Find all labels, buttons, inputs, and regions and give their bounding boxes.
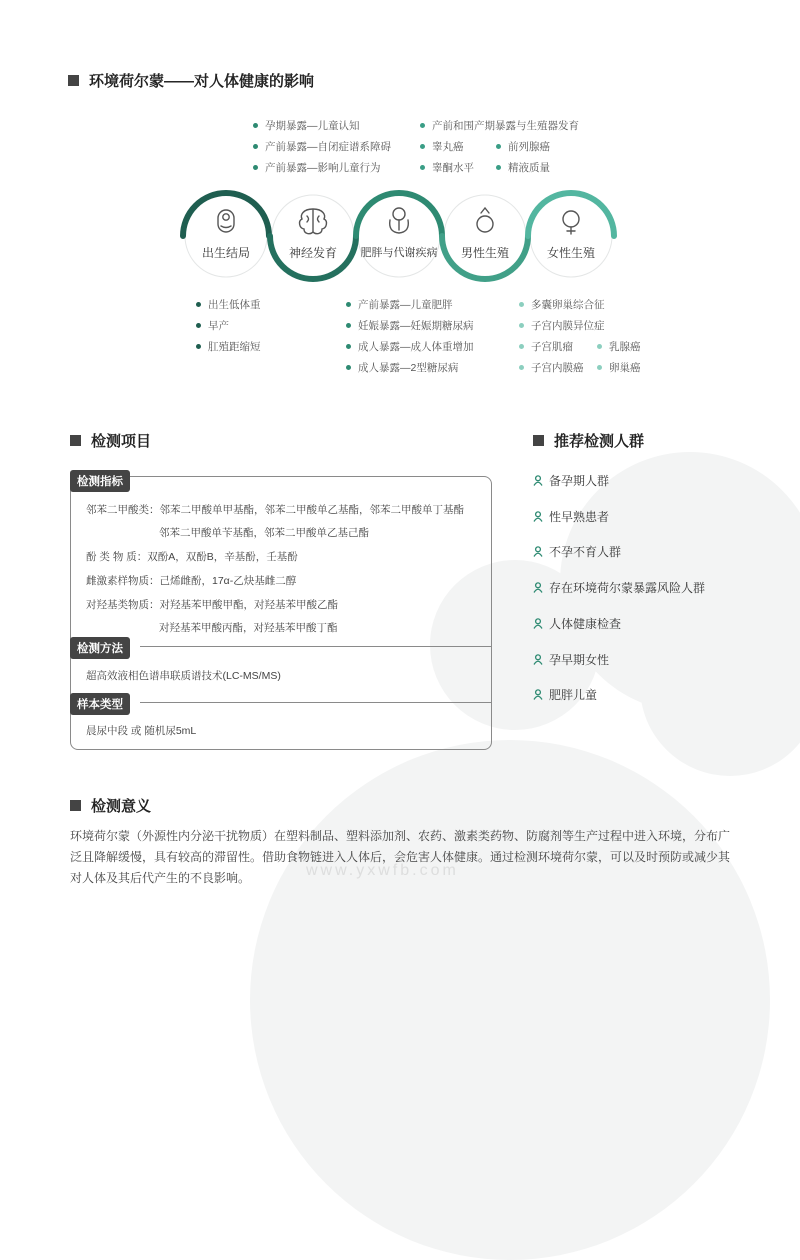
section-title-text: 检测项目 [91, 433, 152, 450]
recommended-item: 存在环境荷尔蒙暴露风险人群 [533, 579, 705, 596]
recommended-item: 不孕不育人群 [533, 543, 621, 560]
section-title-text: 环境荷尔蒙——对人体健康的影响 [89, 73, 315, 90]
detection-row: 对羟基类物质：对羟基苯甲酸甲酯，对羟基苯甲酸乙酯 [86, 599, 338, 611]
bullet-item: 出生低体重 [196, 297, 261, 312]
bullet-dot-icon [346, 365, 351, 370]
title-square-icon [70, 435, 81, 446]
bullet-item: 肛殖距缩短 [196, 339, 261, 354]
bullet-item: 产前暴露—自闭症谱系障碍 [253, 139, 391, 154]
watermark: www.yxwfb.com [306, 862, 459, 879]
section-title-text: 推荐检测人群 [554, 433, 645, 450]
bullet-item: 产前暴露—儿童肥胖 [346, 297, 453, 312]
bullet-item: 子宫内膜异位症 [519, 318, 605, 333]
bullet-dot-icon [597, 365, 602, 370]
bullet-item: 精液质量 [496, 160, 550, 175]
detection-box [70, 476, 492, 750]
tag-sample: 样本类型 [70, 693, 130, 715]
person-icon [533, 618, 543, 629]
bullet-dot-icon [519, 344, 524, 349]
bullet-dot-icon [519, 365, 524, 370]
divider [140, 646, 491, 647]
detection-sample: 晨尿中段 或 随机尿5mL [86, 725, 197, 737]
bullet-dot-icon [496, 144, 501, 149]
section-title-health-impact [68, 70, 314, 91]
recommended-item: 人体健康检查 [533, 615, 621, 632]
background-circle [250, 740, 770, 1260]
bullet-item: 孕期暴露—儿童认知 [253, 118, 360, 133]
bullet-item: 成人暴露—2型糖尿病 [346, 360, 458, 375]
bullet-item: 子宫内膜癌 [519, 360, 584, 375]
bullet-dot-icon [253, 165, 258, 170]
health-impact-chain [0, 180, 800, 300]
person-icon [533, 582, 543, 593]
bullet-dot-icon [597, 344, 602, 349]
person-icon [533, 654, 543, 665]
bullet-dot-icon [253, 144, 258, 149]
bullet-item: 前列腺癌 [496, 139, 550, 154]
detection-row: 邻苯二甲酸类：邻苯二甲酸单甲基酯，邻苯二甲酸单乙基酯，邻苯二甲酸单丁基酯 [86, 504, 464, 516]
detection-row: 对羟基苯甲酸丙酯，对羟基苯甲酸丁酯 [159, 622, 338, 634]
section-title-recommended [533, 430, 644, 451]
person-icon [533, 689, 543, 700]
background-circle [640, 596, 800, 776]
section-title-text: 检测意义 [91, 798, 152, 815]
node-label-male: 男性生殖 [460, 246, 509, 260]
bullet-dot-icon [346, 344, 351, 349]
bullet-dot-icon [519, 302, 524, 307]
significance-paragraph: 环境荷尔蒙（外源性内分泌干扰物质）在塑料制品、塑料添加剂、农药、激素类药物、防腐剂等生产过程中进入环境，分布广泛且降解缓慢，具有较高的滞留性。借助食物链进入人体后，会危害人体健康。通过检测环境荷尔蒙，可以及时预防或减少其对人体及其后代产生的不良影响。 [70, 829, 731, 885]
tag-indicators: 检测指标 [70, 470, 130, 492]
bullet-dot-icon [196, 302, 201, 307]
bullet-item: 多囊卵巢综合征 [519, 297, 605, 312]
bullet-dot-icon [496, 165, 501, 170]
bullet-dot-icon [346, 302, 351, 307]
node-label-female: 女性生殖 [546, 246, 595, 260]
person-icon [533, 475, 543, 486]
bullet-item: 乳腺癌 [597, 339, 641, 354]
divider [140, 702, 491, 703]
node-label-neuro: 神经发育 [288, 246, 337, 260]
bullet-item: 睾酮水平 [420, 160, 474, 175]
detection-row: 酚 类 物 质：双酚A，双酚B，辛基酚，壬基酚 [86, 551, 298, 563]
bullet-item: 睾丸癌 [420, 139, 464, 154]
node-label-obesity: 肥胖与代谢疾病 [360, 247, 438, 259]
section-title-significance [70, 795, 151, 816]
bullet-dot-icon [519, 323, 524, 328]
title-square-icon [70, 800, 81, 811]
recommended-item: 孕早期女性 [533, 651, 609, 668]
bullet-dot-icon [196, 344, 201, 349]
bullet-dot-icon [420, 144, 425, 149]
title-square-icon [533, 435, 544, 446]
detection-row: 邻苯二甲酸单苄基酯，邻苯二甲酸单乙基己酯 [159, 527, 369, 539]
detection-row: 雌激素样物质：己烯雌酚，17α-乙炔基雌二醇 [86, 575, 297, 587]
detection-method: 超高效液相色谱串联质谱技术(LC-MS/MS) [86, 670, 281, 682]
recommended-item: 性早熟患者 [533, 508, 609, 525]
tag-method: 检测方法 [70, 637, 130, 659]
recommended-item: 肥胖儿童 [533, 686, 597, 703]
bullet-dot-icon [420, 165, 425, 170]
node-label-birth: 出生结局 [201, 246, 250, 260]
bullet-item: 妊娠暴露—妊娠期糖尿病 [346, 318, 474, 333]
bullet-item: 成人暴露—成人体重增加 [346, 339, 474, 354]
bullet-item: 子宫肌瘤 [519, 339, 573, 354]
title-square-icon [68, 75, 79, 86]
bullet-dot-icon [346, 323, 351, 328]
bullet-item: 早产 [196, 318, 229, 333]
person-icon [533, 546, 543, 557]
bullet-item: 卵巢癌 [597, 360, 641, 375]
bullet-item: 产前和围产期暴露与生殖器发育 [420, 118, 579, 133]
bullet-dot-icon [253, 123, 258, 128]
person-icon [533, 511, 543, 522]
section-title-detection [70, 430, 151, 451]
bullet-dot-icon [420, 123, 425, 128]
bullet-dot-icon [196, 323, 201, 328]
bullet-item: 产前暴露—影响儿童行为 [253, 160, 381, 175]
recommended-item: 备孕期人群 [533, 472, 609, 489]
